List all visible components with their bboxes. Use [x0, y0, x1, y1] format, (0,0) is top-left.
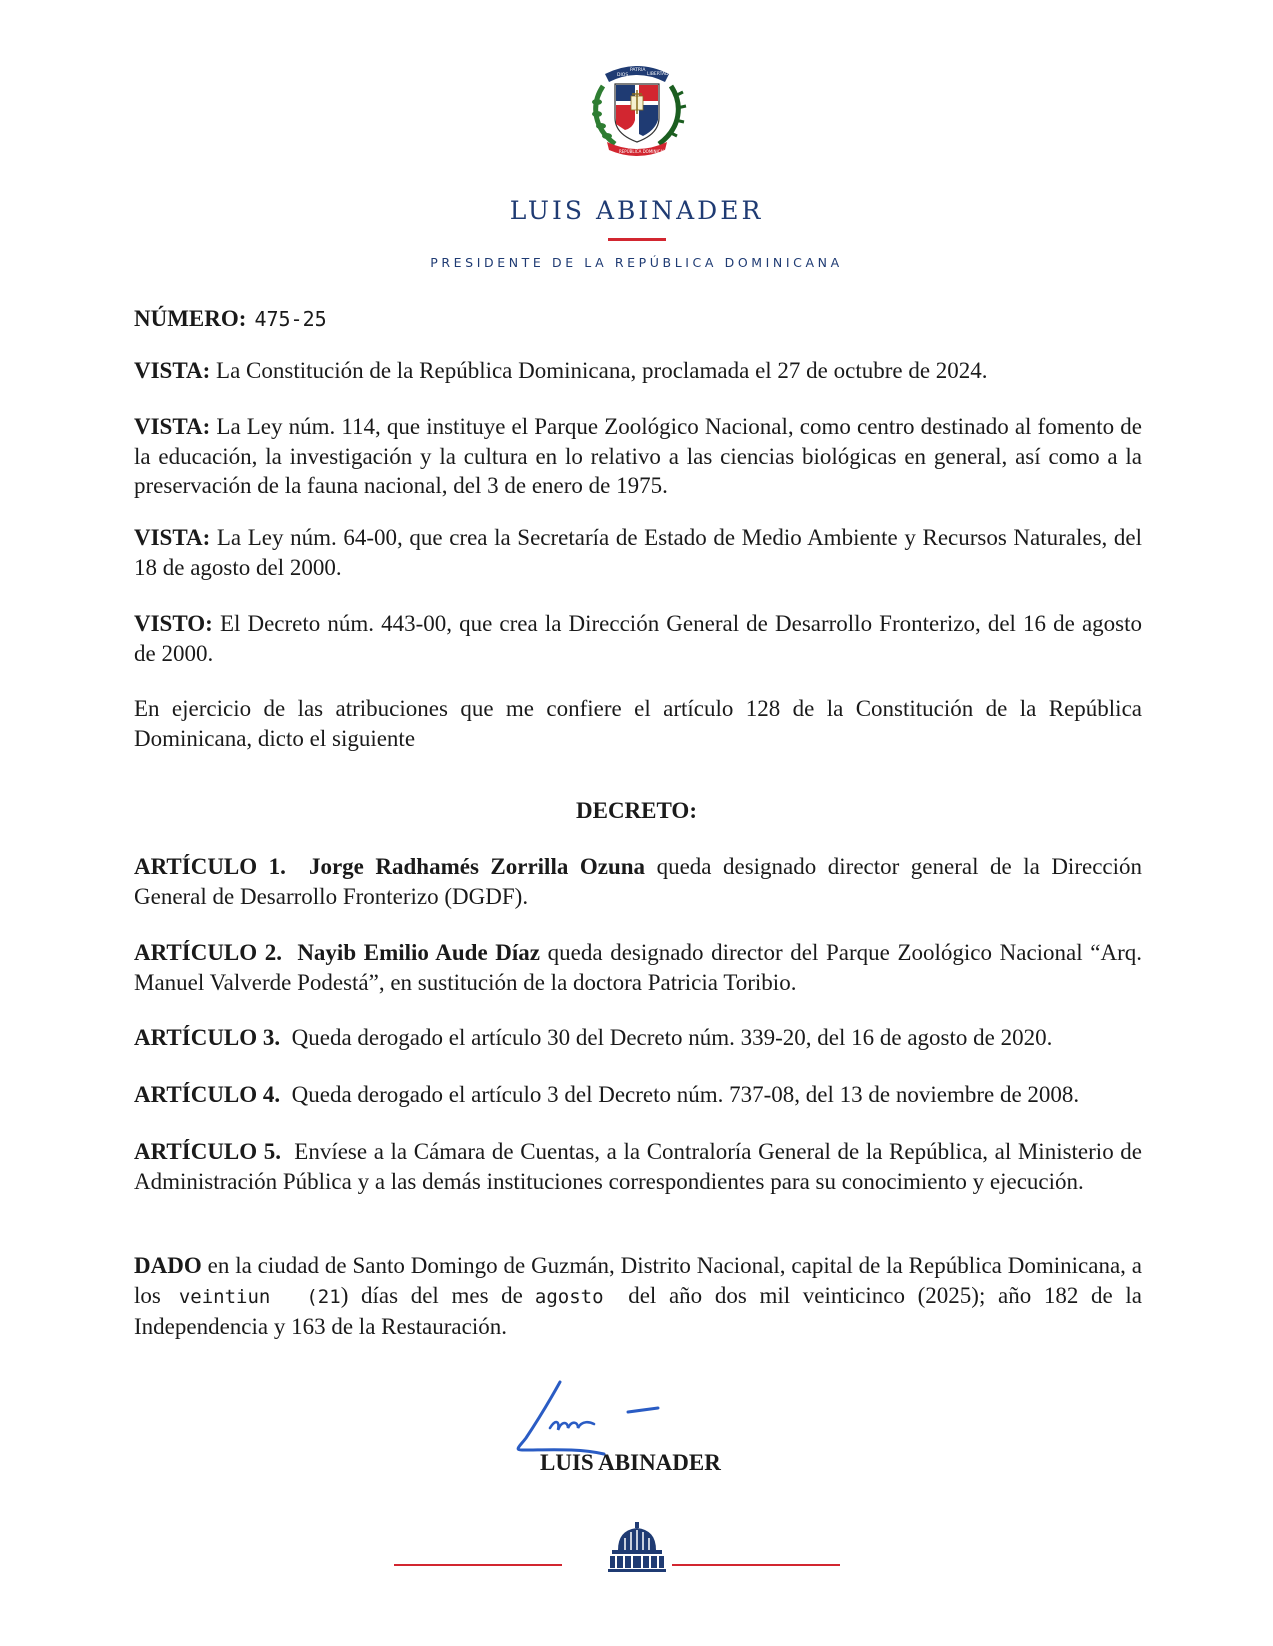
considerando-text: La Constitución de la República Dominicana, proclamada el 27 de octubre de 2024. — [216, 358, 988, 383]
article-label: ARTÍCULO 4. — [134, 1082, 281, 1107]
dado-text-3: del año dos mil veinticinco (2025); año 182 de la Independencia y 163 de la Restauración. — [134, 1282, 1143, 1339]
crest-motto-libertad: LIBERTAD — [647, 72, 669, 77]
article-label: ARTÍCULO 5. — [134, 1139, 282, 1164]
article-text: Queda derogado el artículo 3 del Decreto núm. 737-08, del 13 de noviembre de 2008. — [291, 1082, 1080, 1107]
considerando-item — [134, 412, 1142, 501]
considerando-item — [134, 609, 1142, 668]
article-text: queda designado director del Parque Zoológico Nacional “Arq. Manuel Valverde Podestá”, en sustitución de la doctora Patricia Toribio. — [134, 940, 1143, 995]
footer-divider-left — [394, 1564, 562, 1566]
handwritten-signature — [498, 1378, 698, 1458]
decree-number — [134, 304, 1142, 335]
preamble: En ejercicio de las atribuciones que me confiere el artículo 128 de la Constitución de la República Dominicana, dicto el siguiente — [134, 696, 1142, 751]
considerando-label: VISTA: — [134, 358, 211, 383]
article-item — [134, 1080, 1142, 1110]
dado-label: DADO — [134, 1253, 202, 1278]
decree-number-label: NÚMERO: — [134, 306, 247, 331]
article-text: Envíese a la Cámara de Cuentas, a la Contraloría General de la República, al Ministerio de Administración Pública y a las demás instituciones correspondientes para su conocimiento y ejecución. — [134, 1139, 1143, 1194]
considerando-item — [134, 523, 1142, 582]
considerando-item — [134, 356, 1142, 386]
article-item — [134, 938, 1142, 997]
article-label: ARTÍCULO 1. — [134, 854, 286, 879]
considerando-text: La Ley núm. 114, que instituye el Parque Zoológico Nacional, como centro destinado al fomento de la educación, la investigación y la cultura en lo relativo a las ciencias biológicas en general, así como a la preservación de la fauna nacional, del 3 de enero de 1975. — [134, 414, 1143, 498]
article-appointee: Nayib Emilio Aude Díaz — [297, 940, 541, 965]
dado-month: agosto — [534, 1285, 604, 1308]
article-text: queda designado director general de la Dirección General de Desarrollo Fronterizo (DGDF). — [134, 854, 1142, 909]
considerando-text: El Decreto núm. 443-00, que crea la Dirección General de Desarrollo Fronterizo, del 16 de agosto de 2000. — [134, 611, 1142, 666]
considerando-label: VISTA: — [134, 414, 211, 439]
signatory-name: LUIS ABINADER — [540, 1450, 721, 1475]
article-item — [134, 852, 1142, 911]
coat-of-arms-icon — [585, 56, 689, 160]
header-divider — [608, 238, 666, 241]
considerando-label: VISTA: — [134, 525, 211, 550]
national-palace-dome-icon — [604, 1520, 670, 1574]
crest-motto-dios: DIOS — [617, 73, 629, 78]
article-text: Queda derogado el artículo 30 del Decreto núm. 339-20, del 16 de agosto de 2020. — [291, 1025, 1053, 1050]
decree-number-value: 475-25 — [254, 307, 327, 331]
crest-ribbon-text: REPÚBLICA DOMINICANA — [619, 149, 669, 154]
article-appointee: Jorge Radhamés Zorrilla Ozuna — [308, 854, 646, 879]
dado-clause — [134, 1251, 1142, 1342]
dado-day-number: (21 — [306, 1285, 341, 1308]
article-label: ARTÍCULO 2. — [134, 940, 283, 965]
article-item — [134, 1023, 1142, 1053]
crest-motto-patria: PATRIA — [630, 68, 646, 73]
dado-day-words: veintiun — [178, 1285, 271, 1308]
footer-divider-right — [672, 1564, 840, 1566]
president-name: LUIS ABINADER — [509, 196, 764, 225]
article-label: ARTÍCULO 3. — [134, 1025, 281, 1050]
dado-text-2: ) días del mes de — [340, 1282, 523, 1308]
president-title: PRESIDENTE DE LA REPÚBLICA DOMINICANA — [430, 255, 843, 270]
article-item — [134, 1137, 1142, 1196]
considerando-text: La Ley núm. 64-00, que crea la Secretaría de Estado de Medio Ambiente y Recursos Naturales, del 18 de agosto del 2000. — [134, 525, 1142, 580]
dado-text-1: en la ciudad de Santo Domingo de Guzmán, Distrito Nacional, capital de la República Dominicana, a los — [134, 1253, 1143, 1308]
decree-heading: DECRETO: — [576, 798, 697, 823]
considerando-label: VISTO: — [134, 611, 213, 636]
